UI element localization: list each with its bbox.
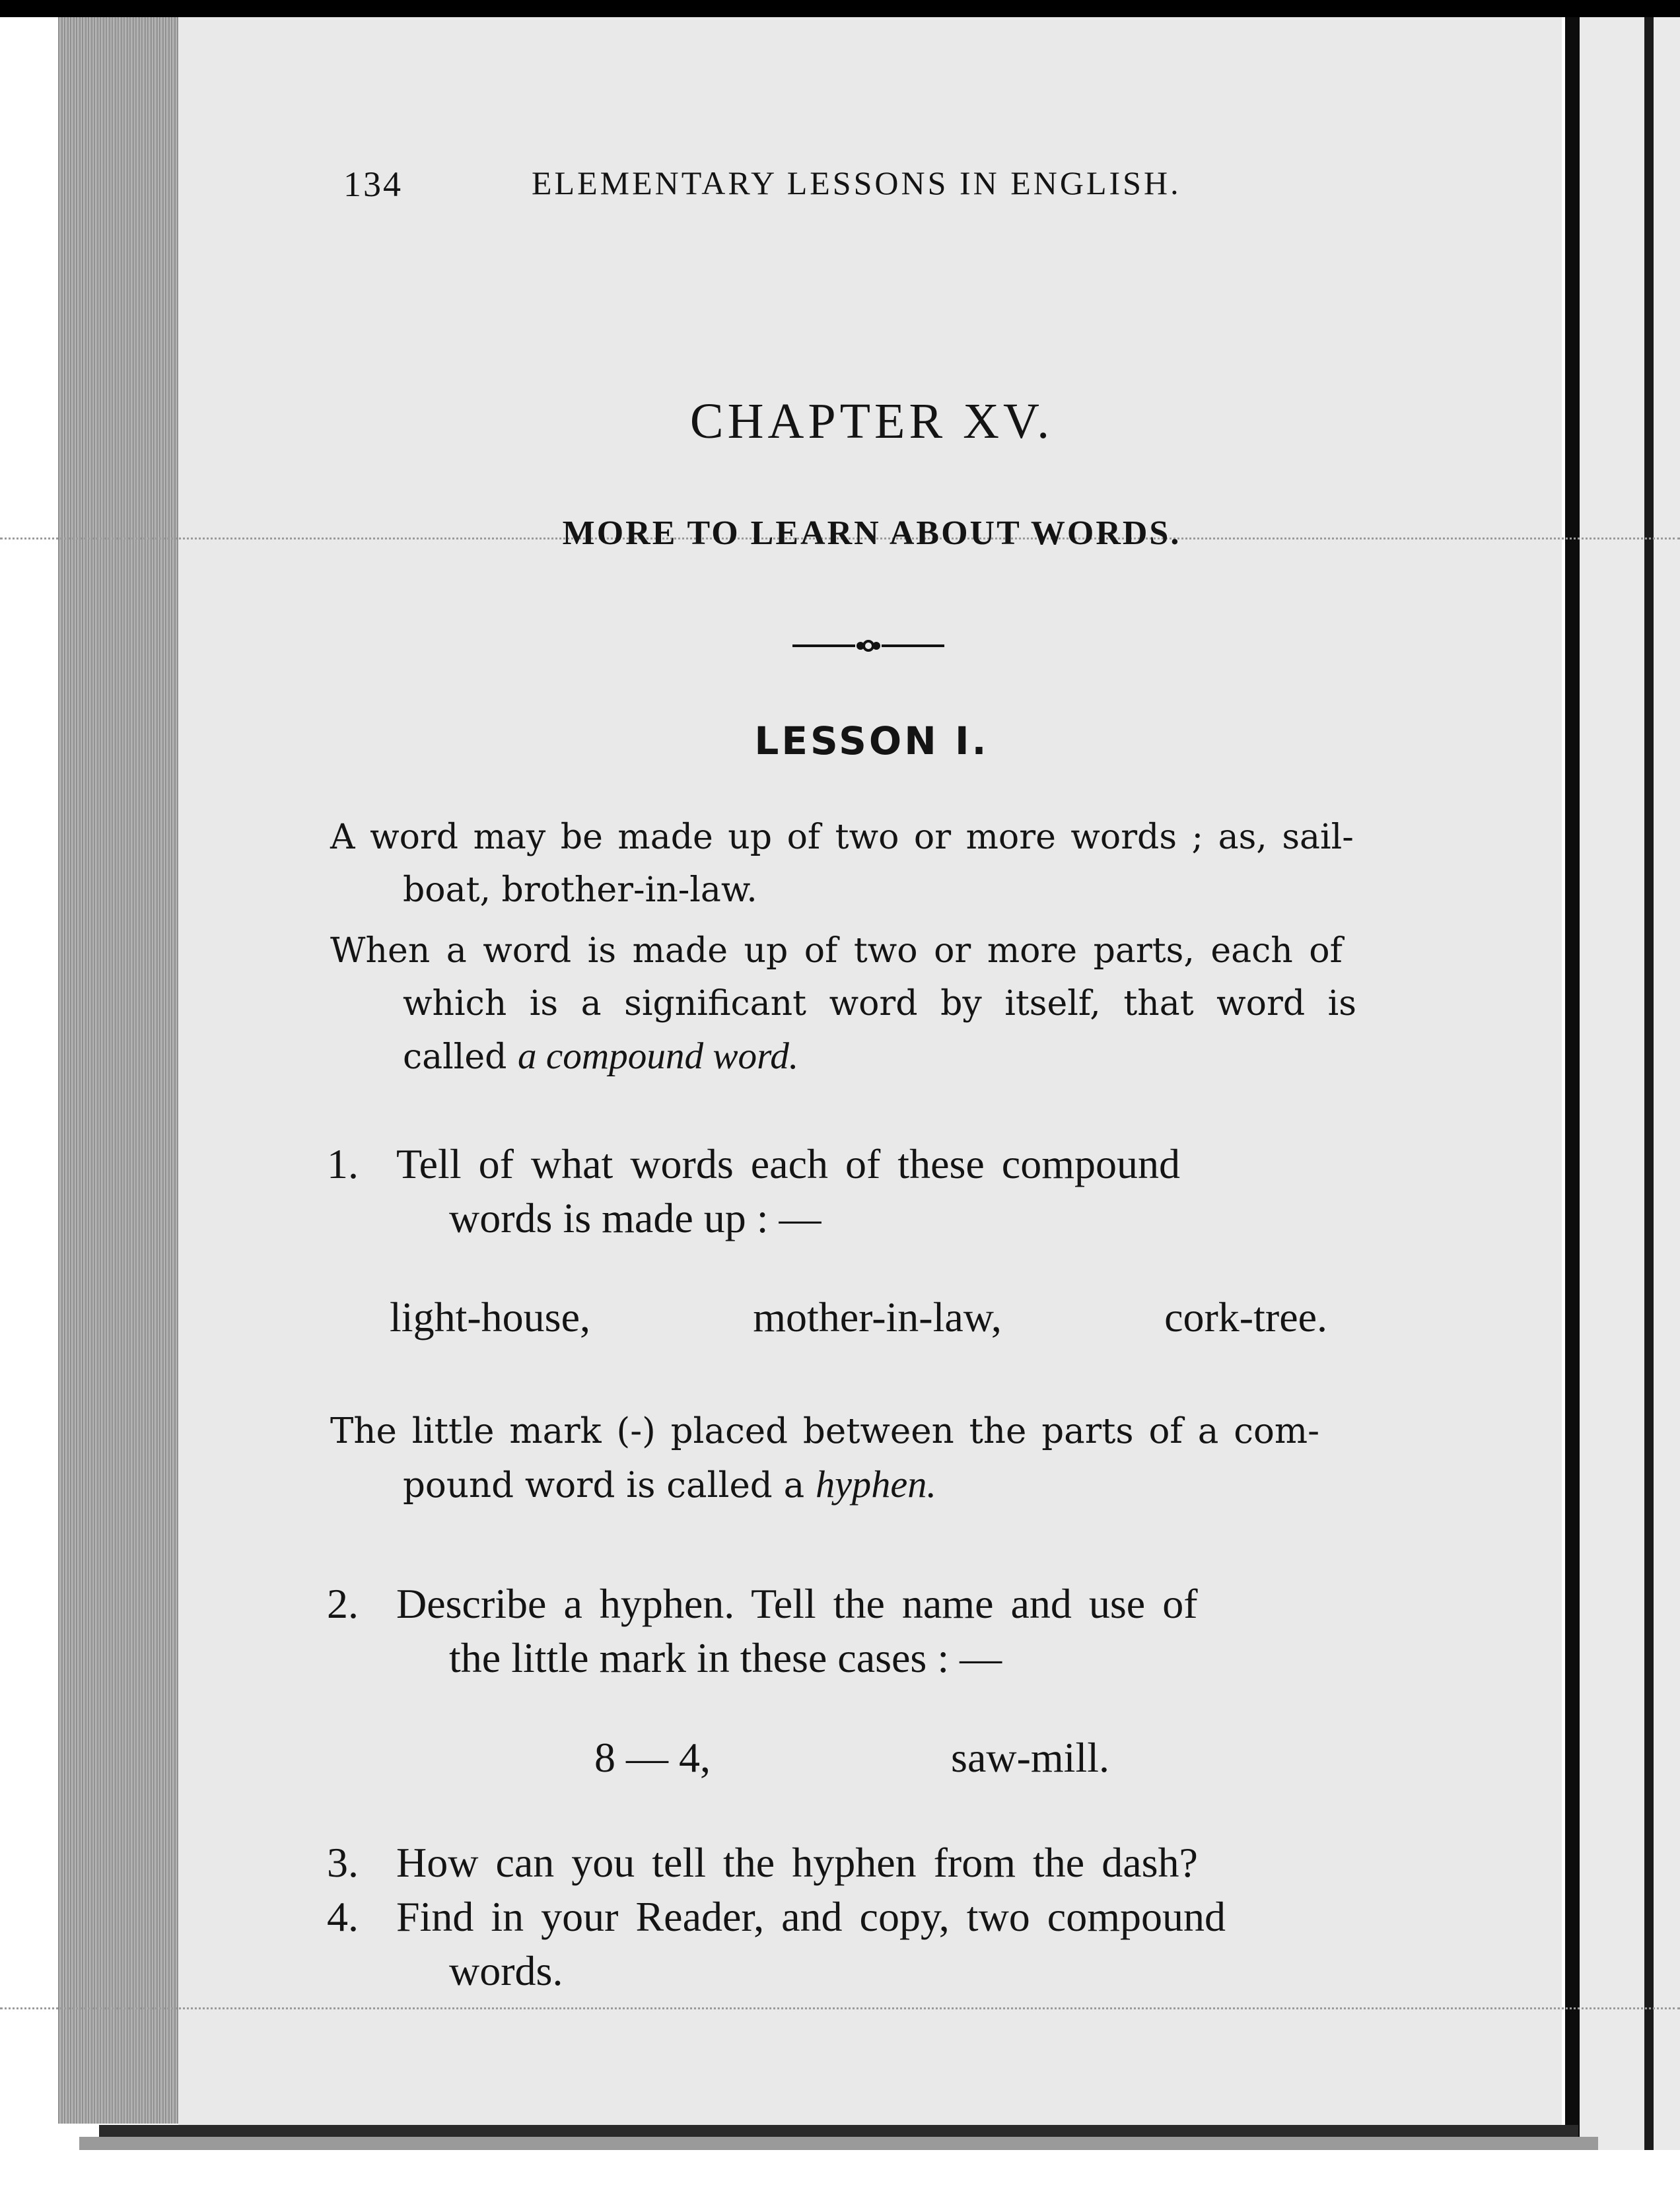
text-line: When a word is made up of two or more parts, each of [330, 931, 1343, 971]
exercise-line: the little mark in these cases : — [449, 1634, 1002, 1681]
term-compound-word: a compound word. [517, 1035, 799, 1077]
exercise-line [327, 1137, 1397, 1191]
facing-page-edge [1644, 17, 1654, 2150]
text-line: which is a significant word by itself, that word is [403, 984, 1356, 1024]
example-word: cork-tree. [1164, 1294, 1327, 1340]
text-line [330, 1030, 1400, 1084]
exercise-text: Tell of what words each of these compound [396, 1140, 1180, 1187]
exercise-line [327, 1836, 1397, 1890]
definition-paragraph-1 [330, 811, 1400, 917]
page-header [343, 164, 1228, 203]
example-hyphen: saw-mill. [951, 1734, 1109, 1781]
example-word: mother-in-law, [753, 1294, 1002, 1340]
scan-artifact-line [0, 2007, 1680, 2009]
example-dash: 8 — 4, [594, 1734, 711, 1781]
exercise-line: words. [449, 1947, 563, 1994]
exercise-line: words is made up : — [449, 1195, 822, 1241]
page-bottom-edge [99, 2125, 1578, 2137]
exercise-1 [327, 1137, 1397, 1245]
exercise-2 [327, 1577, 1397, 1685]
term-hyphen: hyphen. [816, 1463, 936, 1506]
page-number: 134 [343, 164, 403, 204]
compound-word-examples [390, 1293, 1327, 1342]
exercise-number: 1. [327, 1140, 359, 1187]
exercise-number: 2. [327, 1580, 359, 1627]
book-page-edges [58, 17, 184, 2124]
facing-page-sliver [1580, 17, 1680, 2150]
text-line [330, 1458, 1400, 1512]
example-word: light-house, [390, 1294, 590, 1340]
exercise-line [327, 1577, 1397, 1631]
definition-paragraph-2 [330, 924, 1400, 1084]
text-fragment: pound word is called a [403, 1465, 816, 1506]
exercise-number: 4. [327, 1893, 359, 1940]
exercise-number: 3. [327, 1839, 359, 1886]
page-bottom-shadow [79, 2137, 1598, 2150]
exercise-3 [327, 1836, 1397, 1890]
chapter-subtitle: MORE TO LEARN ABOUT WORDS. [562, 514, 1181, 552]
page-gutter [1565, 17, 1580, 2150]
divider-ornament-icon [792, 637, 944, 654]
chapter-title: CHAPTER XV. [689, 394, 1054, 449]
text-fragment: called [403, 1037, 518, 1077]
text-line: The little mark (-) placed between the parts of a com- [330, 1411, 1320, 1451]
exercise-text: Describe a hyphen. Tell the name and use of [396, 1580, 1198, 1627]
mark-examples [594, 1733, 1109, 1782]
running-head: ELEMENTARY LESSONS IN ENGLISH. [532, 164, 1181, 201]
text-line: boat, brother-in-law. [403, 870, 757, 910]
exercise-text: How can you tell the hyphen from the dash? [396, 1839, 1198, 1886]
exercise-line [327, 1890, 1397, 1944]
definition-paragraph-3 [330, 1405, 1400, 1512]
scan-border-top [0, 0, 1680, 17]
text-line: A word may be made up of two or more words ; as, sail- [330, 817, 1354, 857]
exercise-4 [327, 1890, 1397, 1998]
exercise-text: Find in your Reader, and copy, two compound [396, 1893, 1226, 1940]
lesson-title: LESSON I. [754, 718, 989, 763]
